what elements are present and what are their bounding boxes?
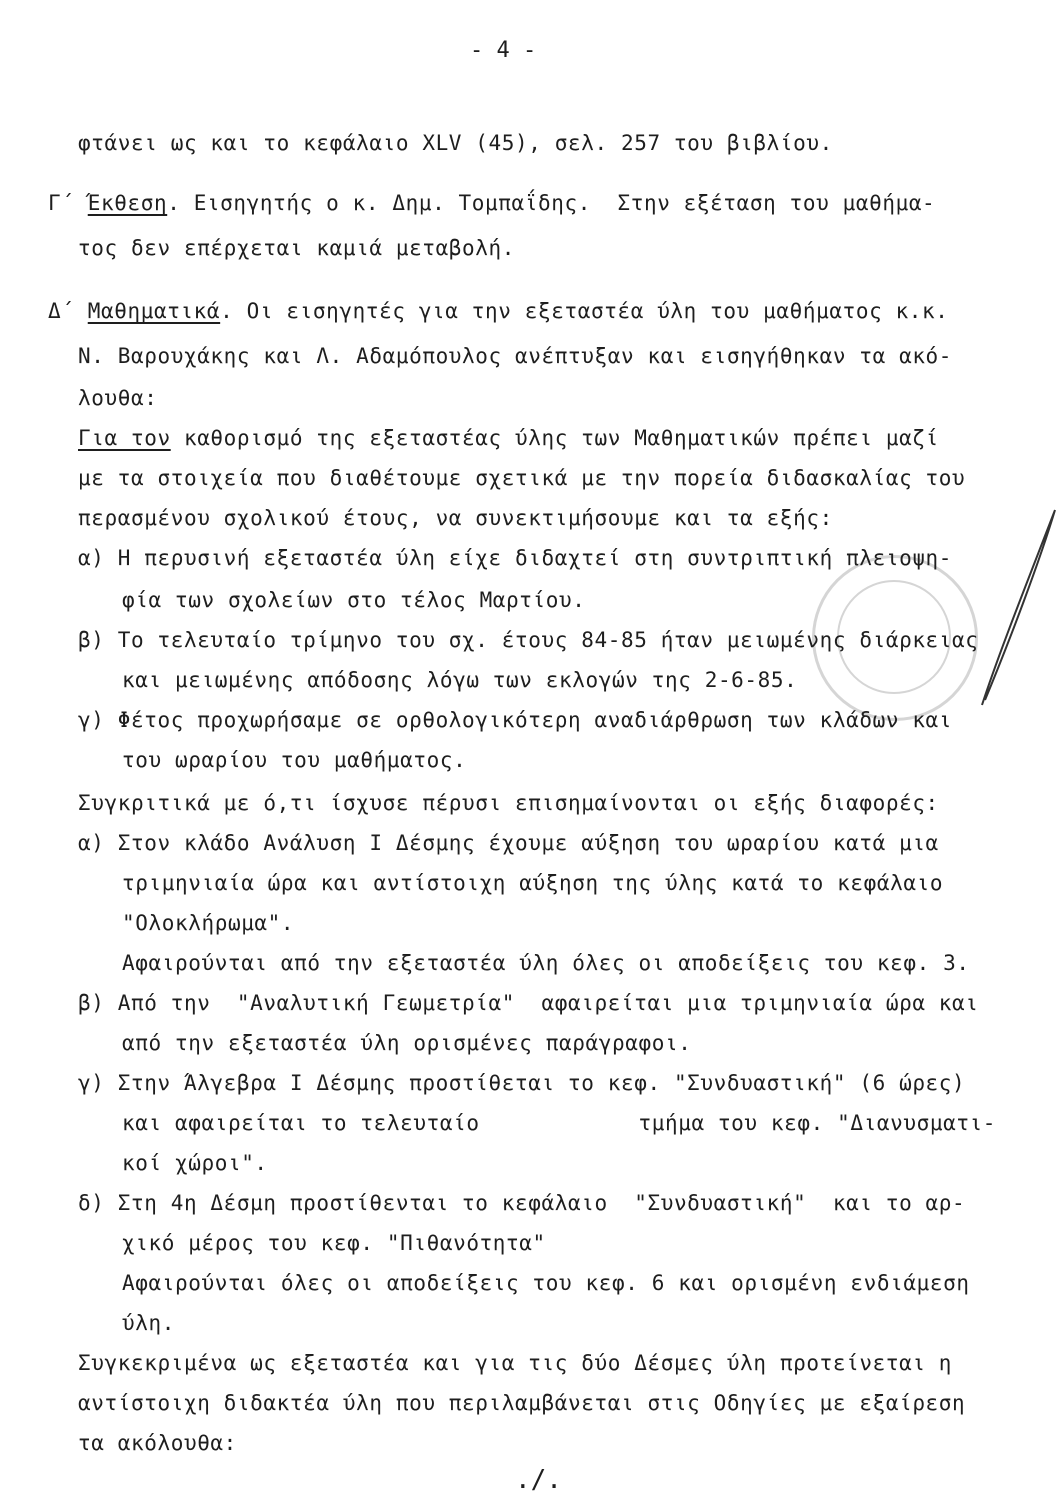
text-line (78, 130, 833, 156)
line-text: και αφαιρείται το τελευταίο τμήμα του κεφ. "Διανυσματι- (122, 1111, 997, 1135)
line-text: τριμηνιαία ώρα και αντίστοιχη αύξηση της ύλης κατά το κεφάλαιο (122, 871, 944, 895)
text-line (122, 1150, 268, 1176)
line-text: β) Από την "Αναλυτική Γεωμετρία" αφαιρείται μια τριμηνιαία ώρα και (78, 991, 979, 1015)
text-line (78, 990, 979, 1016)
line-text: καθορισμό της εξεταστέας ύλης των Μαθηματικών πρέπει μαζί (170, 426, 939, 450)
text-line (78, 1430, 237, 1456)
text-line (78, 545, 952, 571)
text-line (78, 425, 939, 451)
text-line (78, 385, 157, 411)
section-letter: Γ΄ (48, 191, 88, 215)
text-line (122, 667, 797, 693)
text-line (78, 1350, 952, 1376)
text-line (48, 190, 935, 216)
text-line (122, 950, 970, 976)
underlined-heading: Μαθηματικά (87, 299, 221, 323)
line-text: περασμένου σχολικού έτους, να συνεκτιμήσουμε και τα εξής: (78, 506, 833, 530)
text-line (122, 587, 586, 613)
line-text: κοί χώροι". (122, 1151, 268, 1175)
continuation-mark: ./. (515, 1465, 562, 1495)
line-text: Αφαιρούνται όλες οι αποδείξεις του κεφ. 6 και ορισμένη ενδιάμεση (122, 1271, 970, 1295)
text-line (78, 505, 833, 531)
text-line (122, 870, 943, 896)
text-line (78, 1190, 965, 1216)
line-text: α) Η περυσινή εξεταστέα ύλη είχε διδαχτεί στη συντριπτική πλειοψη- (78, 546, 953, 570)
text-line (122, 1230, 546, 1256)
page-number: - 4 - (470, 38, 537, 63)
text-line (78, 343, 952, 369)
line-text: και μειωμένης απόδοσης λόγω των εκλογών της 2-6-85. (122, 668, 798, 692)
line-text: . Εισηγητής ο κ. Δημ. Τομπαΐδης. Στην εξέταση του μαθήμα- (167, 191, 936, 215)
text-line (122, 1110, 996, 1136)
text-line (78, 1390, 965, 1416)
section-letter: Δ΄ (48, 299, 88, 323)
line-text: τα ακόλουθα: (78, 1431, 237, 1455)
line-text: ύλη. (122, 1311, 175, 1335)
line-text: φτάνει ως και το κεφάλαιο XLV (45), σελ. 257 του βιβλίου. (78, 131, 833, 155)
underlined-heading: Για τον (78, 426, 171, 450)
text-line (78, 627, 979, 653)
line-text: γ) Στην Άλγεβρα Ι Δέσμης προστίθεται το κεφ. "Συνδυαστική" (6 ώρες) (78, 1071, 966, 1095)
line-text: "Ολοκλήρωμα". (122, 911, 295, 935)
line-text: δ) Στη 4η Δέσμη προστίθενται το κεφάλαιο "Συνδυαστική" και το αρ- (78, 1191, 966, 1215)
text-line (122, 1310, 175, 1336)
line-text: αντίστοιχη διδακτέα ύλη που περιλαμβάνεται στις Οδηγίες με εξαίρεση (78, 1391, 966, 1415)
line-text: α) Στον κλάδο Ανάλυση Ι Δέσμης έχουμε αύξηση του ωραρίου κατά μια (78, 831, 939, 855)
line-text: Ν. Βαρουχάκης και Λ. Αδαμόπουλος ανέπτυξαν και εισηγήθηκαν τα ακό- (78, 344, 953, 368)
line-text: φία των σχολείων στο τέλος Μαρτίου. (122, 588, 586, 612)
text-line (122, 910, 294, 936)
text-line (78, 465, 965, 491)
text-line (78, 1070, 965, 1096)
text-line (78, 830, 939, 856)
text-line (122, 747, 466, 773)
text-line (78, 235, 515, 261)
line-text: Συγκριτικά με ό,τι ίσχυσε πέρυσι επισημαίνονται οι εξής διαφορές: (78, 791, 939, 815)
underlined-heading: Έκθεση (87, 191, 168, 215)
line-text: του ωραρίου του μαθήματος. (122, 748, 467, 772)
line-text: Συγκεκριμένα ως εξεταστέα και για τις δύο Δέσμες ύλη προτείνεται η (78, 1351, 953, 1375)
line-text: από την εξεταστέα ύλη ορισμένες παράγραφοι. (122, 1031, 692, 1055)
line-text: β) Το τελευταίο τρίμηνο του σχ. έτους 84-85 ήταν μειωμένης διάρκειας (78, 628, 979, 652)
line-text: με τα στοιχεία που διαθέτουμε σχετικά με την πορεία διδασκαλίας του (78, 466, 966, 490)
line-text: . Οι εισηγητές για την εξεταστέα ύλη του μαθήματος κ.κ. (220, 299, 949, 323)
line-text: τος δεν επέρχεται καμιά μεταβολή. (78, 236, 516, 260)
text-line (122, 1030, 691, 1056)
line-text: γ) Φέτος προχωρήσαμε σε ορθολογικότερη αναδιάρθρωση των κλάδων και (78, 708, 953, 732)
text-line (78, 790, 939, 816)
line-text: Αφαιρούνται από την εξεταστέα ύλη όλες οι αποδείξεις του κεφ. 3. (122, 951, 970, 975)
text-line (122, 1270, 970, 1296)
line-text: χικό μέρος του κεφ. "Πιθανότητα" (122, 1231, 546, 1255)
line-text: λουθα: (78, 386, 158, 410)
text-line (48, 298, 949, 324)
text-line (78, 707, 952, 733)
